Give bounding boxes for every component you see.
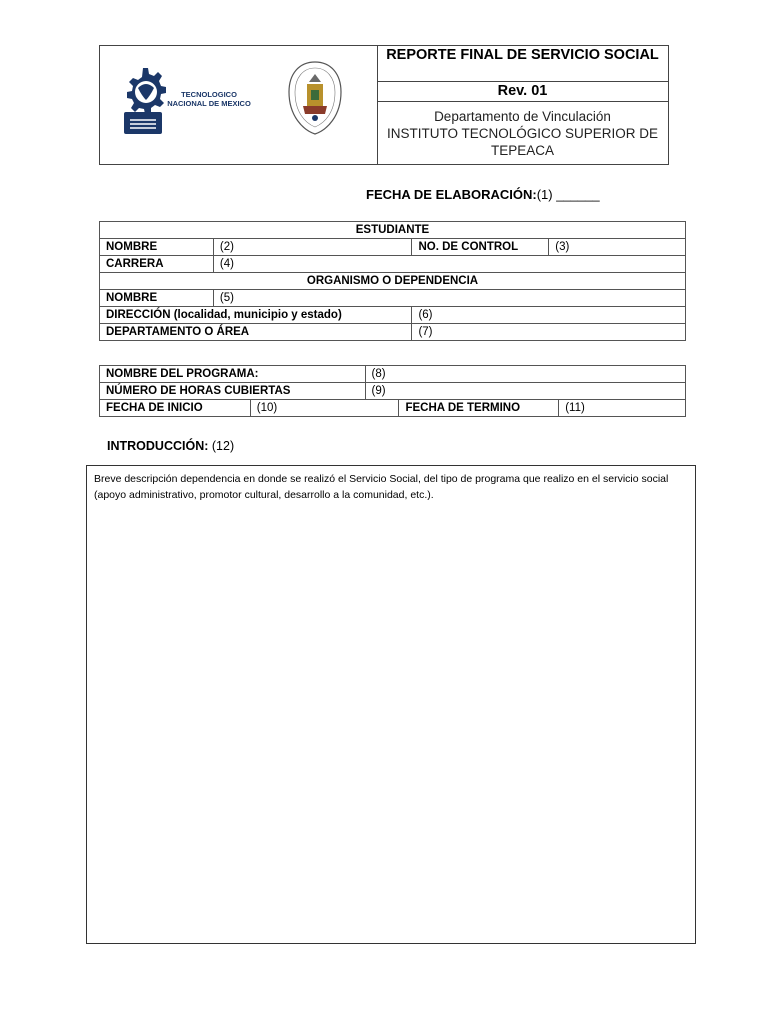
section-organismo: ORGANISMO O DEPENDENCIA [100, 273, 686, 290]
table-row [100, 400, 686, 417]
student-table [99, 221, 686, 341]
section-estudiante: ESTUDIANTE [100, 222, 686, 239]
org-nombre-field[interactable]: (5) [213, 290, 685, 307]
document-title: REPORTE FINAL DE SERVICIO SOCIAL [377, 46, 668, 82]
org-nombre-label: NOMBRE [100, 290, 214, 307]
direccion-field[interactable]: (6) [412, 307, 686, 324]
intro-label: INTRODUCCIÓN: [107, 439, 209, 453]
table-row [100, 383, 686, 400]
table-row [100, 273, 686, 290]
horas-label: NÚMERO DE HORAS CUBIERTAS [100, 383, 366, 400]
carrera-field[interactable]: (4) [213, 256, 685, 273]
table-row [100, 324, 686, 341]
inicio-label: FECHA DE INICIO [100, 400, 251, 417]
departamento-label: DEPARTAMENTO O ÁREA [100, 324, 412, 341]
table-row [100, 239, 686, 256]
institution-name: INSTITUTO TECNOLÓGICO SUPERIOR DE TEPEACA [386, 126, 659, 158]
termino-field[interactable]: (11) [559, 400, 686, 417]
table-row [100, 222, 686, 239]
logos-cell [100, 46, 378, 164]
fecha-label: FECHA DE ELABORACIÓN: [366, 187, 537, 202]
carrera-label: CARRERA [100, 256, 214, 273]
table-row [100, 256, 686, 273]
department-block [377, 102, 668, 164]
department-name: Departamento de Vinculación [434, 109, 611, 124]
table-row [100, 366, 686, 383]
table-row [100, 307, 686, 324]
table-row [100, 290, 686, 307]
intro-textbox[interactable] [86, 465, 696, 944]
programa-field[interactable]: (8) [365, 366, 685, 383]
control-label: NO. DE CONTROL [412, 239, 549, 256]
tecnm-logo [120, 66, 166, 136]
nombre-label: NOMBRE [100, 239, 214, 256]
intro-number: (12) [211, 439, 235, 453]
nombre-field[interactable]: (2) [213, 239, 412, 256]
intro-instructions: Breve descripción dependencia en donde se realizó el Servicio Social, del tipo de programa que realizo en el servicio social (apoyo administrativo, promotor cultural, desarrollo a la comunidad, etc.). [94, 473, 669, 501]
fecha-elaboracion [366, 187, 600, 202]
document-header [99, 45, 669, 165]
control-field[interactable]: (3) [549, 239, 686, 256]
program-table [99, 365, 686, 417]
horas-field[interactable]: (9) [365, 383, 685, 400]
departamento-field[interactable]: (7) [412, 324, 686, 341]
intro-heading [107, 439, 234, 453]
programa-label: NOMBRE DEL PROGRAMA: [100, 366, 366, 383]
direccion-label: DIRECCIÓN (localidad, municipio y estado) [100, 307, 412, 324]
title-block [377, 46, 668, 164]
termino-label: FECHA DE TERMINO [399, 400, 559, 417]
tecnm-logo-text: TECNOLOGICO NACIONAL DE MEXICO [167, 90, 251, 108]
revision-label: Rev. 01 [377, 82, 668, 102]
its-tepeaca-seal [287, 60, 343, 136]
inicio-field[interactable]: (10) [250, 400, 399, 417]
fecha-value[interactable]: (1) ______ [536, 187, 600, 202]
